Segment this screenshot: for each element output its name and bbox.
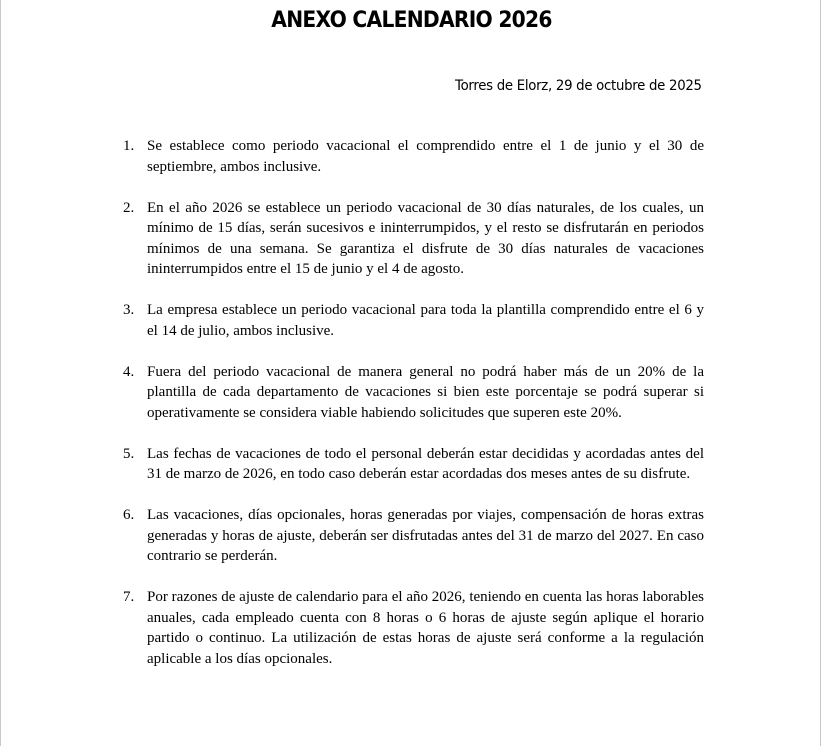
clause-number: 4. bbox=[123, 363, 135, 380]
clause-text: La empresa establece un periodo vacacional para toda la plantilla comprendido entre el 6 y el 14 de julio, ambos inclusive. bbox=[147, 302, 704, 339]
clause-text: Por razones de ajuste de calendario para el año 2026, teniendo en cuenta las horas laborables anuales, cada empleado cuenta con 8 horas o 6 horas de ajuste según aplique el horario partido o continuo. La utilización de estas horas de ajuste será conforme a la regulación aplicable a los días opcionales. bbox=[147, 589, 704, 667]
clause-text: Fuera del periodo vacacional de manera general no podrá haber más de un 20% de la plantilla de cada departamento de vacaciones si bien este porcentaje se podrá superar si operativamente se considera viable habiendo solicitudes que superen este 20%. bbox=[147, 363, 704, 421]
clause-number: 3. bbox=[123, 302, 135, 318]
clause-item bbox=[123, 587, 704, 669]
clause-number: 2. bbox=[123, 199, 135, 216]
clause-number: 6. bbox=[123, 507, 135, 523]
clause-item bbox=[123, 136, 704, 177]
clause-text: Las vacaciones, días opcionales, horas generadas por viajes, compensación de horas extras generadas y horas de ajuste, deberán ser disfrutadas antes del 31 de marzo del 2027. En caso contrario se perderán. bbox=[147, 507, 704, 564]
clause-text: En el año 2026 se establece un periodo vacacional de 30 días naturales, de los cuales, un mínimo de 15 días, serán sucesivos e ininterrumpidos, y el resto se disfrutarán en periodos mínimos de una semana. Se garantiza el disfrute de 30 días naturales de vacaciones ininterrumpidos entre el 15 de junio y el 4 de agosto. bbox=[147, 199, 704, 277]
clause-item bbox=[123, 444, 704, 485]
document-title: ANEXO CALENDARIO 2026 bbox=[271, 8, 552, 33]
clauses-list bbox=[1, 136, 821, 690]
clause-text: Las fechas de vacaciones de todo el personal deberán estar decididas y acordadas antes del 31 de marzo de 2026, en todo caso deberán estar acordadas dos meses antes de su disfrute. bbox=[147, 445, 704, 482]
clause-item bbox=[123, 300, 704, 341]
clause-number: 5. bbox=[123, 445, 135, 462]
clause-number: 7. bbox=[123, 589, 135, 605]
clause-item bbox=[123, 198, 704, 280]
clause-text: Se establece como periodo vacacional el comprendido entre el 1 de junio y el 30 de septiembre, ambos inclusive. bbox=[147, 138, 704, 175]
clause-item bbox=[123, 362, 704, 424]
place-date: Torres de Elorz, 29 de octubre de 2025 bbox=[455, 78, 702, 94]
clause-number: 1. bbox=[123, 138, 135, 154]
clause-item bbox=[123, 505, 704, 567]
